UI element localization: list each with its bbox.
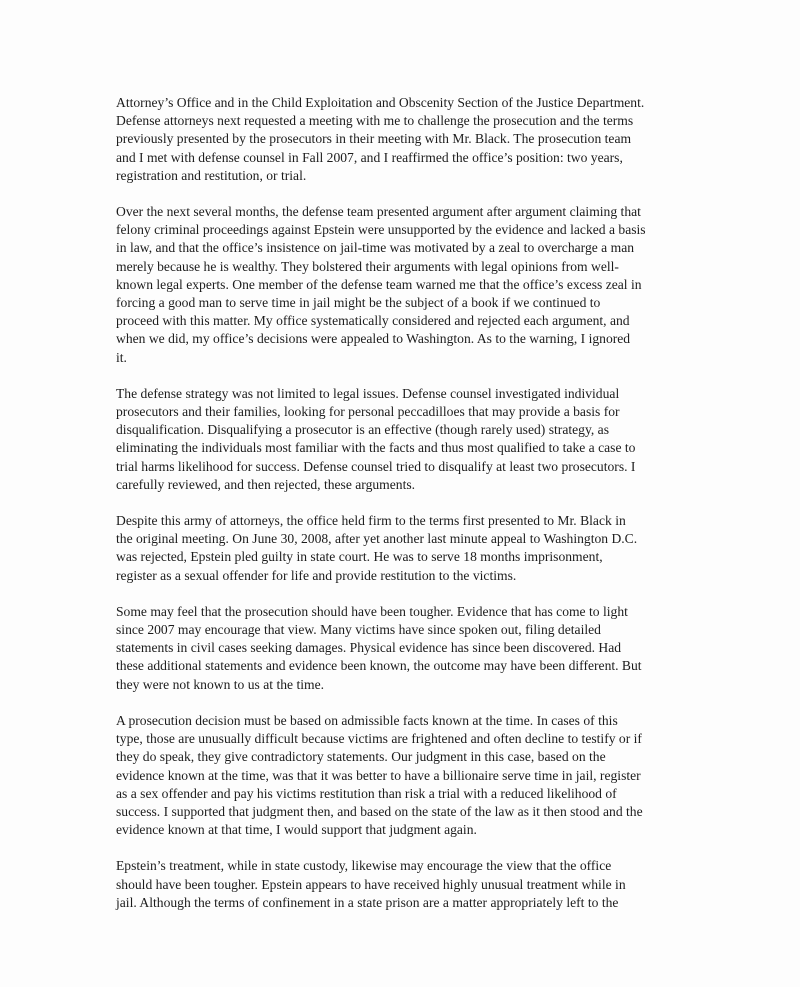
text-line: felony criminal proceedings against Epstein were unsupported by the evidence and lacked a basis <box>116 222 646 238</box>
paragraph <box>116 857 682 912</box>
text-line: registration and restitution, or trial. <box>116 167 307 183</box>
text-line: Attorney’s Office and in the Child Exploitation and Obscenity Section of the Justice Department. <box>116 95 645 110</box>
text-line: evidence known at the time, was that it was better to have a billionaire serve time in jail, register <box>116 767 641 783</box>
text-line: disqualification. Disqualifying a prosecutor is an effective (though rarely used) strategy, as <box>116 422 609 438</box>
text-line: known legal experts. One member of the defense team warned me that the office’s excess zeal in <box>116 276 642 292</box>
text-line: in law, and that the office’s insistence on jail-time was motivated by a zeal to overcharge a man <box>116 240 635 256</box>
text-line: Defense attorneys next requested a meeting with me to challenge the prosecution and the terms <box>116 113 634 129</box>
text-line: forcing a good man to serve time in jail might be the subject of a book if we continued to <box>116 295 601 311</box>
text-line: success. I supported that judgment then, and based on the state of the law as it then stood and the <box>116 803 643 819</box>
text-line: proceed with this matter. My office systematically considered and rejected each argument, and <box>116 313 630 329</box>
text-line: A prosecution decision must be based on admissible facts known at the time. In cases of this <box>116 712 618 728</box>
paragraph <box>116 203 682 367</box>
text-line: it. <box>116 349 127 365</box>
text-line: jail. Although the terms of confinement in a state prison are a matter appropriately left to the <box>116 894 619 910</box>
paragraph <box>116 385 682 494</box>
text-line: Some may feel that the prosecution should have been tougher. Evidence that has come to light <box>116 603 628 619</box>
text-line: statements in civil cases seeking damages. Physical evidence has since been discovered. Had <box>116 640 622 656</box>
paragraph <box>116 712 682 839</box>
text-line: they do speak, they give contradictory statements. Our judgment in this case, based on the <box>116 749 606 765</box>
document-body <box>116 94 682 930</box>
text-line: Epstein’s treatment, while in state custody, likewise may encourage the view that the office <box>116 858 612 874</box>
text-line: merely because he is wealthy. They bolstered their arguments with legal opinions from well- <box>116 258 619 274</box>
paragraph <box>116 94 682 185</box>
text-line: as a sex offender and pay his victims restitution than risk a trial with a reduced likelihood of <box>116 785 617 801</box>
text-line: prosecutors and their families, looking for personal peccadilloes that may provide a basis for <box>116 404 620 420</box>
text-line: these additional statements and evidence been known, the outcome may have been different. But <box>116 658 642 674</box>
paragraph <box>116 512 682 585</box>
text-line: when we did, my office’s decisions were appealed to Washington. As to the warning, I ignored <box>116 331 631 347</box>
text-line: the original meeting. On June 30, 2008, after yet another last minute appeal to Washington D.C. <box>116 531 638 547</box>
text-line: type, those are unusually difficult because victims are frightened and often decline to testify or if <box>116 731 642 747</box>
text-line: they were not known to us at the time. <box>116 676 325 692</box>
text-line: Despite this army of attorneys, the office held firm to the terms first presented to Mr. Black in <box>116 513 626 529</box>
text-line: trial harms likelihood for success. Defense counsel tried to disqualify at least two prosecutors. I <box>116 458 636 474</box>
text-line: Over the next several months, the defense team presented argument after argument claiming that <box>116 204 641 220</box>
text-line: should have been tougher. Epstein appears to have received highly unusual treatment while in <box>116 876 626 892</box>
text-line: carefully reviewed, and then rejected, these arguments. <box>116 476 416 492</box>
text-line: evidence known at that time, I would support that judgment again. <box>116 822 477 838</box>
text-line: and I met with defense counsel in Fall 2007, and I reaffirmed the office’s position: two years, <box>116 149 623 165</box>
text-line: eliminating the individuals most familiar with the facts and thus most qualified to take a case to <box>116 440 636 456</box>
text-line: was rejected, Epstein pled guilty in state court. He was to serve 18 months imprisonment, <box>116 549 603 565</box>
paragraph <box>116 603 682 694</box>
text-line: register as a sexual offender for life and provide restitution to the victims. <box>116 567 517 583</box>
text-line: The defense strategy was not limited to legal issues. Defense counsel investigated individual <box>116 385 620 401</box>
text-line: previously presented by the prosecutors in their meeting with Mr. Black. The prosecution team <box>116 131 632 147</box>
text-line: since 2007 may encourage that view. Many victims have since spoken out, filing detailed <box>116 622 601 638</box>
